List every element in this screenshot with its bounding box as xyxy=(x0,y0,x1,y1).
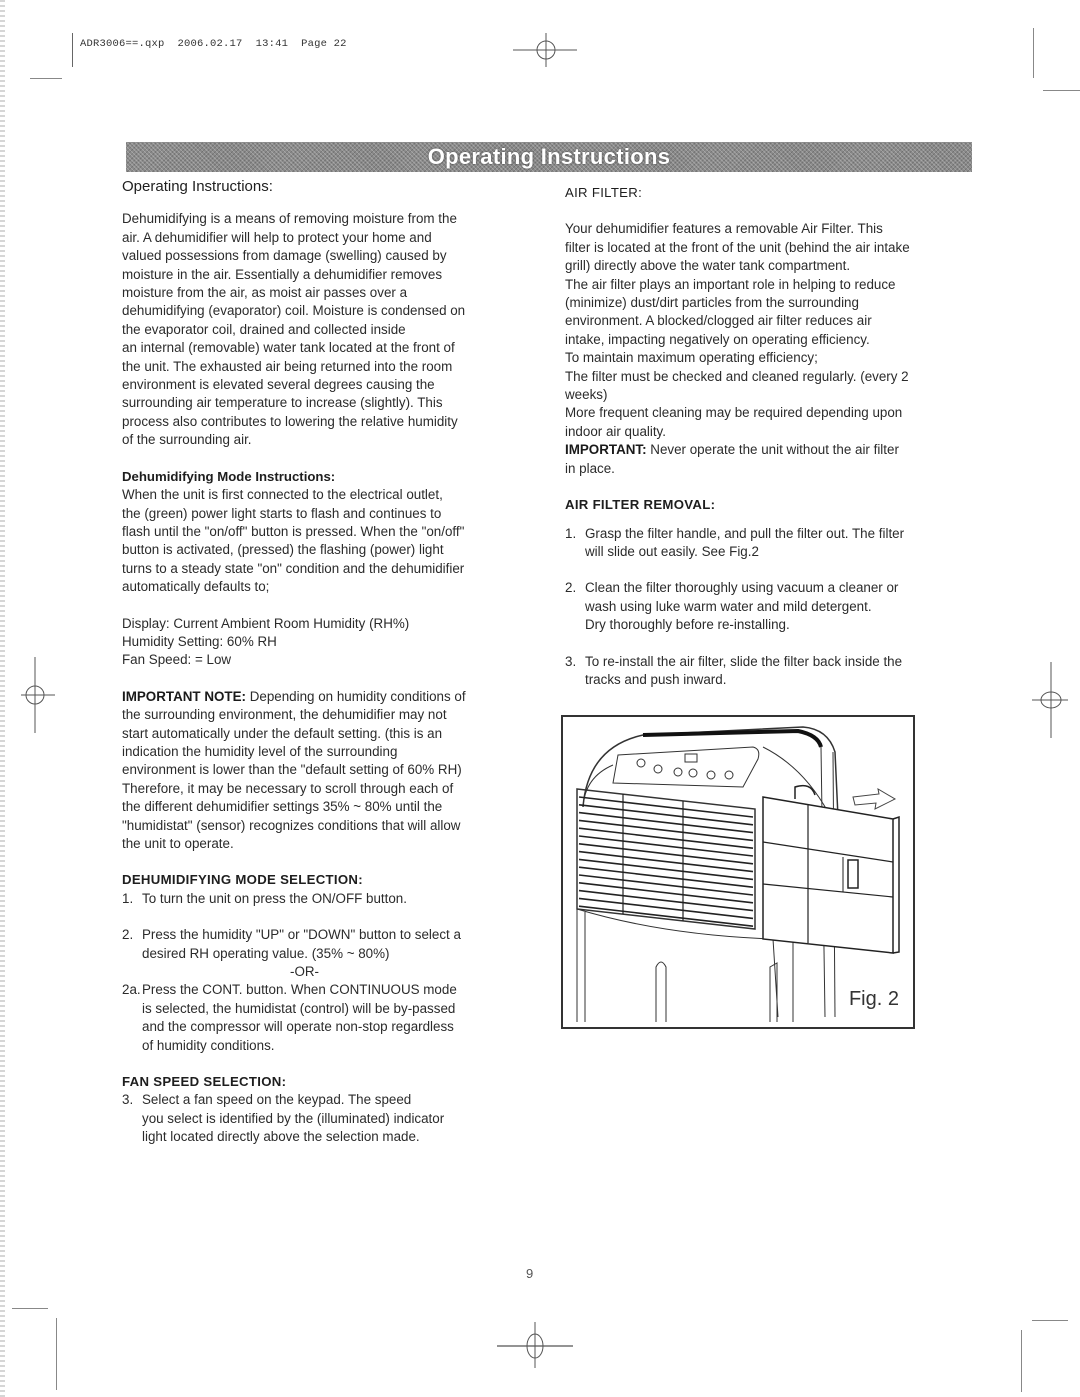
scan-edge xyxy=(0,0,5,1397)
slug-rule xyxy=(72,33,73,67)
mode-selection-steps xyxy=(122,890,527,963)
slug-date: 2006.02.17 xyxy=(177,38,243,50)
crop-mark-bottom-left-v xyxy=(56,1318,57,1390)
step-2a xyxy=(122,981,527,1055)
note-line: start automatically under the default setting. (this is an xyxy=(122,725,443,741)
figure-caption: Fig. 2 xyxy=(848,988,899,1010)
mode-line: automatically defaults to; xyxy=(122,579,270,595)
numbered-step xyxy=(122,981,527,1055)
default-setting: Fan Speed: = Low xyxy=(122,652,232,668)
print-slug xyxy=(80,38,347,50)
step-line: Select a fan speed on the keypad. The speed xyxy=(142,1092,412,1108)
intro-line: moisture from the air, as moist air passes over a xyxy=(122,285,408,301)
mode-selection-heading: DEHUMIDIFYING MODE SELECTION: xyxy=(122,872,363,888)
step-line: light located directly above the selection made. xyxy=(142,1129,420,1145)
air-filter-removal-heading: AIR FILTER REMOVAL: xyxy=(565,497,716,513)
important-note-label: IMPORTANT NOTE: xyxy=(122,688,246,704)
figure-2-dehumidifier-filter xyxy=(561,715,915,1029)
banner-title: Operating Instructions xyxy=(427,144,671,169)
air-filter-important-cont: in place. xyxy=(565,460,615,476)
crop-mark-top-left xyxy=(30,78,62,79)
filter-line: filter is located at the front of the unit (behind the air intake xyxy=(565,239,910,255)
intro-paragraph xyxy=(122,210,527,449)
registration-mark-right-icon xyxy=(1030,660,1070,740)
note-line: the surrounding environment, the dehumidifier may not xyxy=(122,707,447,723)
crop-mark-top-right-v xyxy=(1033,28,1034,78)
mode-line: turns to a steady state "on" condition and the dehumidifier xyxy=(122,560,465,576)
slug-page: Page 22 xyxy=(301,38,347,50)
crop-mark-bottom-left-h xyxy=(12,1308,48,1309)
air-filter-paragraph xyxy=(565,220,975,441)
mode-instructions-heading: Dehumidifying Mode Instructions: xyxy=(122,468,336,484)
numbered-step xyxy=(122,1091,527,1146)
intro-line: of the surrounding air. xyxy=(122,432,252,448)
intro-line: air. A dehumidifier will help to protect your home and xyxy=(122,229,432,245)
filter-line: intake, impacting negatively on operating efficiency. xyxy=(565,331,870,347)
default-setting: Humidity Setting: 60% RH xyxy=(122,633,277,649)
mode-line: flash until the "on/off" button is pressed. When the "on/off" xyxy=(122,523,465,539)
intro-line: the evaporator coil, drained and collected inside xyxy=(122,321,406,337)
crop-mark-bottom-right-h xyxy=(1032,1320,1068,1321)
step-line: you select is identified by the (illuminated) indicator xyxy=(142,1110,445,1126)
step-line: desired RH operating value. (35% ~ 80%) xyxy=(142,945,390,961)
air-filter-important-label: IMPORTANT: xyxy=(565,442,647,458)
registration-mark-left-icon xyxy=(18,655,58,735)
intro-line: valued possessions from damage (swelling) caused by xyxy=(122,248,447,264)
or-separator: -OR- xyxy=(289,964,319,980)
air-filter-removal-steps xyxy=(565,525,975,690)
numbered-step xyxy=(122,890,527,908)
section-banner xyxy=(126,142,972,172)
step-line: Press the humidity "UP" or "DOWN" button to select a xyxy=(142,927,461,943)
filter-line: grill) directly above the water tank compartment. xyxy=(565,258,851,274)
fan-speed-step xyxy=(122,1091,527,1146)
registration-mark-top-icon xyxy=(510,30,580,70)
registration-mark-bottom-icon xyxy=(495,1320,575,1370)
intro-line: dehumidifying (evaporator) coil. Moisture is condensed on xyxy=(122,303,466,319)
step-line: To turn the unit on press the ON/OFF button. xyxy=(142,890,407,906)
step-number: 3. xyxy=(565,653,577,669)
step-number: 1. xyxy=(565,525,577,541)
step-text xyxy=(585,579,975,634)
important-note-first-line: Depending on humidity conditions of xyxy=(245,688,466,704)
filter-line: The air filter plays an important role in helping to reduce xyxy=(565,276,896,292)
mode-line: the (green) power light starts to flash and continues to xyxy=(122,505,442,521)
fan-speed-heading: FAN SPEED SELECTION: xyxy=(122,1074,287,1090)
air-filter-important-text: Never operate the unit without the air filter xyxy=(646,442,899,458)
step-line: Grasp the filter handle, and pull the filter out. The filter xyxy=(585,525,905,541)
crop-mark-top-right-h xyxy=(1043,90,1080,91)
step-line: is selected, the humidistat (control) will be by-passed xyxy=(142,1000,456,1016)
intro-line: environment is elevated several degrees causing the xyxy=(122,377,435,393)
filter-line: (minimize) dust/dirt particles from the surrounding xyxy=(565,295,859,311)
step-text xyxy=(142,981,527,1055)
filter-line: indoor air quality. xyxy=(565,423,666,439)
mode-line: When the unit is first connected to the electrical outlet, xyxy=(122,487,443,503)
slug-filename: ADR3006==.qxp xyxy=(80,38,165,50)
step-number: 2a. xyxy=(122,982,141,998)
defaults-list xyxy=(122,615,527,670)
step-number: 1. xyxy=(122,890,134,906)
dehumidifier-illustration xyxy=(563,717,913,1027)
mode-line: button is activated, (pressed) the flashing (power) light xyxy=(122,542,444,558)
filter-line: More frequent cleaning may be required depending upon xyxy=(565,405,903,421)
step-line: Dry thoroughly before re-installing. xyxy=(585,617,790,633)
numbered-step xyxy=(122,926,527,963)
intro-line: the unit. The exhausted air being returned into the room xyxy=(122,358,453,374)
air-filter-important xyxy=(565,441,975,459)
step-line: To re-install the air filter, slide the filter back inside the xyxy=(585,653,903,669)
step-number: 2. xyxy=(565,580,577,596)
intro-line: process also contributes to lowering the relative humidity xyxy=(122,413,458,429)
note-line: indication the humidity level of the surrounding xyxy=(122,743,398,759)
left-column xyxy=(122,178,527,1147)
step-line: Clean the filter thoroughly using vacuum a cleaner or xyxy=(585,580,899,596)
filter-line: environment. A blocked/clogged air filter reduces air xyxy=(565,313,872,329)
step-number: 2. xyxy=(122,927,134,943)
step-text xyxy=(585,653,975,690)
intro-line: Dehumidifying is a means of removing moisture from the xyxy=(122,211,457,227)
mode-instructions-paragraph xyxy=(122,486,527,596)
page-number: 9 xyxy=(526,1266,534,1281)
default-setting: Display: Current Ambient Room Humidity (RH%) xyxy=(122,615,410,631)
step-line: wash using luke warm water and mild detergent. xyxy=(585,598,872,614)
air-filter-heading: AIR FILTER: xyxy=(565,185,643,200)
right-column xyxy=(565,184,975,689)
numbered-step xyxy=(565,579,975,634)
slug-time: 13:41 xyxy=(255,38,289,50)
numbered-step xyxy=(565,653,975,690)
step-text xyxy=(142,926,527,963)
step-line: tracks and push inward. xyxy=(585,671,727,687)
intro-line: surrounding air temperature to increase (slightly). This xyxy=(122,395,443,411)
step-line: will slide out easily. See Fig.2 xyxy=(585,543,759,559)
step-line: Press the CONT. button. When CONTINUOUS mode xyxy=(142,982,457,998)
step-number: 3. xyxy=(122,1092,134,1108)
intro-line: an internal (removable) water tank located at the front of xyxy=(122,340,455,356)
step-text xyxy=(142,1091,527,1146)
filter-line: Your dehumidifier features a removable Air Filter. This xyxy=(565,221,883,237)
note-line: "humidistat" (sensor) recognizes conditions that will allow xyxy=(122,817,461,833)
important-note xyxy=(122,688,527,854)
numbered-step xyxy=(565,525,975,562)
step-line: and the compressor will operate non-stop regardless xyxy=(142,1019,454,1035)
step-text xyxy=(142,890,527,908)
filter-line: weeks) xyxy=(565,387,608,403)
note-line: environment is lower than the "default setting of 60% RH) xyxy=(122,762,462,778)
step-line: of humidity conditions. xyxy=(142,1037,275,1053)
note-line: the different dehumidifier settings 35% ~ 80% until the xyxy=(122,799,443,815)
intro-line: moisture in the air. Essentially a dehumidifier removes xyxy=(122,266,443,282)
note-line: Therefore, it may be necessary to scroll through each of xyxy=(122,780,454,796)
operating-instructions-heading: Operating Instructions: xyxy=(122,178,273,195)
filter-line: To maintain maximum operating efficiency; xyxy=(565,350,818,366)
note-line: the unit to operate. xyxy=(122,836,234,851)
step-text xyxy=(585,525,975,562)
filter-line: The filter must be checked and cleaned regularly. (every 2 xyxy=(565,368,909,384)
crop-mark-bottom-right-v xyxy=(1021,1330,1022,1392)
